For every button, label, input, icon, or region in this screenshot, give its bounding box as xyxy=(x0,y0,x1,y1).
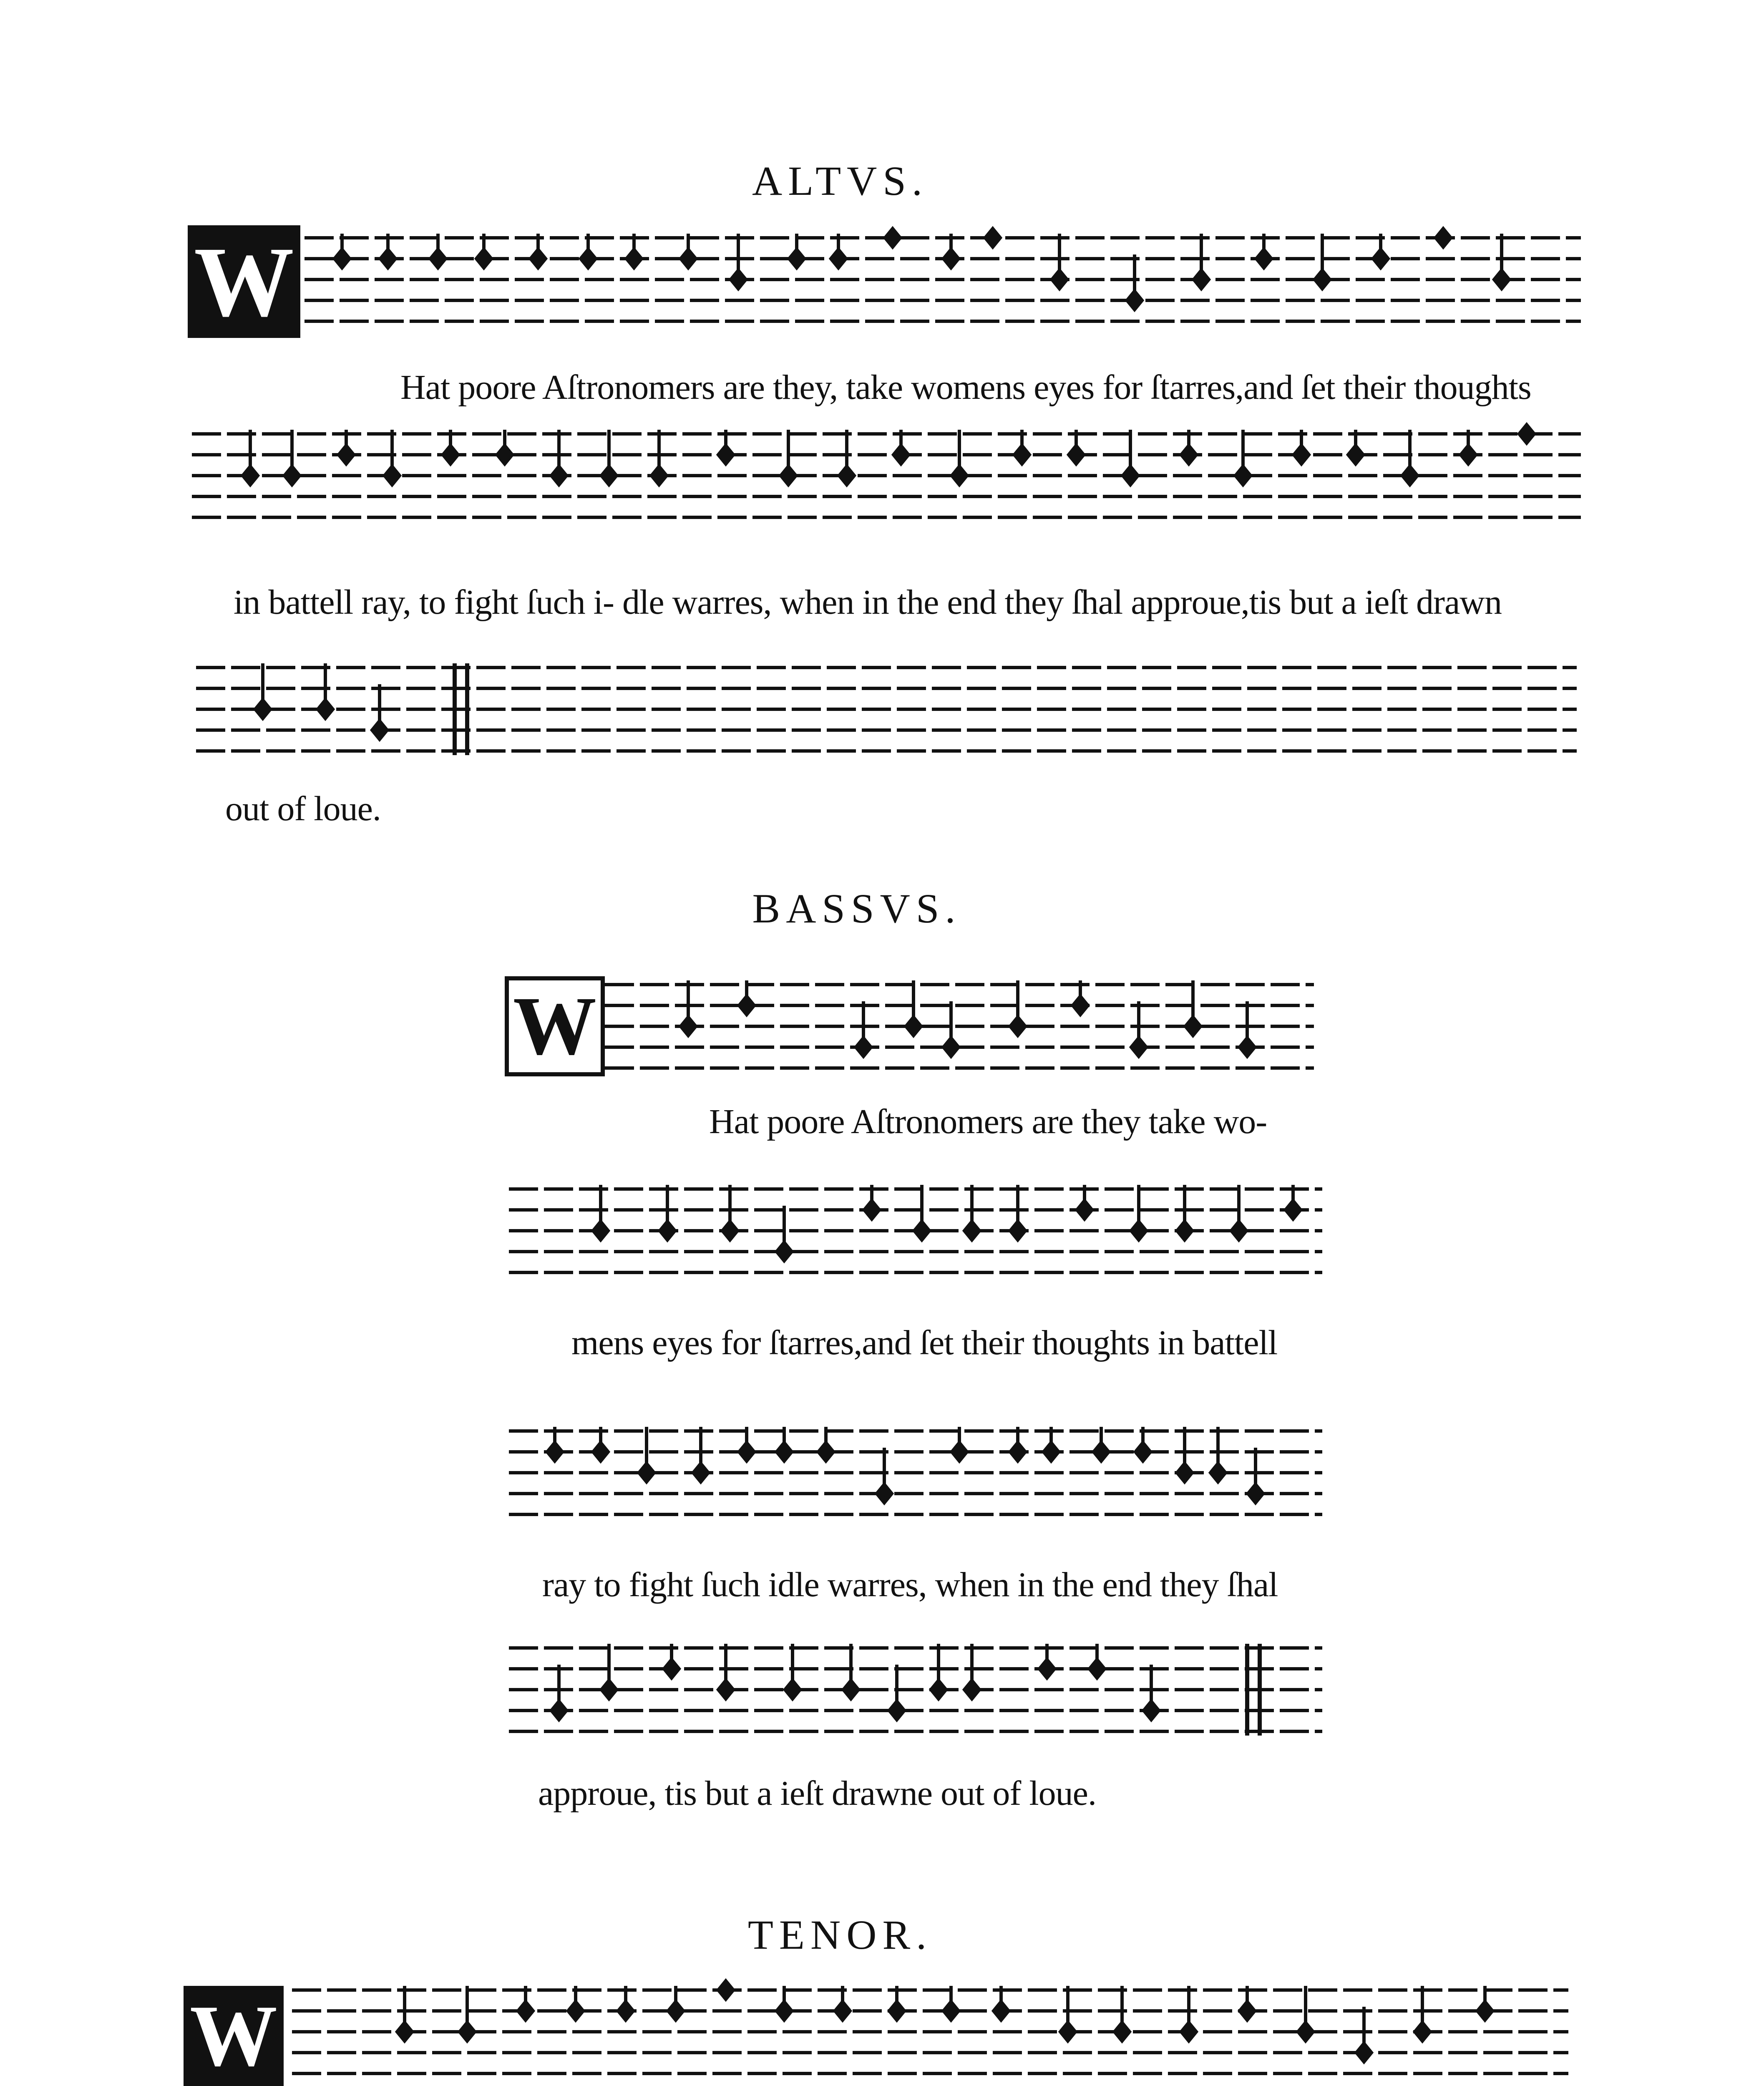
note-head xyxy=(1240,2002,1255,2020)
note-head xyxy=(1123,466,1138,485)
note-head xyxy=(339,446,354,464)
note-head xyxy=(1402,466,1417,485)
note-head xyxy=(1185,1017,1200,1035)
note-head xyxy=(1177,1464,1192,1482)
note-head xyxy=(380,249,395,268)
note-head xyxy=(1256,249,1271,268)
note-head xyxy=(335,249,350,268)
note-head xyxy=(1231,1222,1246,1240)
note-head xyxy=(1115,2023,1130,2041)
note-head xyxy=(739,1443,754,1461)
lyric-bassus-1: Hat poore Aſtronomers are they take wo- xyxy=(709,1102,1267,1141)
note-head xyxy=(1094,1443,1109,1461)
lyric-bassus-3: ray to fight ſuch idle warres, when in the end they ſhal xyxy=(542,1565,1278,1604)
note-head xyxy=(856,1038,871,1056)
note-head xyxy=(1014,446,1029,464)
note-head xyxy=(1315,270,1330,289)
staff-lines xyxy=(605,980,1314,1076)
note-head xyxy=(731,270,746,289)
note-head xyxy=(1144,1701,1159,1720)
note-head xyxy=(1194,270,1209,289)
note-head xyxy=(1052,270,1067,289)
lyric-altus-2: in battell ray, to fight ſuch i- dle warres, when in the end they ſhal approue,tis but a ieſt drawn xyxy=(234,583,1502,622)
decorated-initial-bassus: W xyxy=(505,976,605,1076)
note-head xyxy=(1010,1017,1025,1035)
note-head xyxy=(843,1680,858,1699)
lyric-altus-3: out of loue. xyxy=(225,789,381,828)
staff-lines xyxy=(292,1986,1568,2082)
note-head xyxy=(1127,291,1142,310)
note-head xyxy=(818,1443,833,1461)
note-head xyxy=(1477,2002,1492,2020)
staff-altus-1 xyxy=(304,234,1581,330)
staff-lines xyxy=(509,1185,1322,1281)
note-head xyxy=(835,2002,850,2020)
note-head xyxy=(1010,1443,1025,1461)
note-head xyxy=(831,249,846,268)
note-head xyxy=(893,446,908,464)
note-head xyxy=(952,1443,967,1461)
note-head xyxy=(1461,446,1476,464)
note-head xyxy=(601,1680,617,1699)
note-head xyxy=(777,1242,792,1261)
note-head xyxy=(693,1464,708,1482)
note-head xyxy=(1131,1222,1146,1240)
note-head xyxy=(681,249,696,268)
note-head xyxy=(1039,1660,1054,1678)
note-group xyxy=(547,1427,1263,1503)
note-head xyxy=(777,2002,792,2020)
note-head xyxy=(476,249,491,268)
note-head xyxy=(944,1038,959,1056)
note-head xyxy=(284,466,299,485)
voice-title-bassus: BASSVS. xyxy=(752,885,961,932)
note-head xyxy=(952,466,967,485)
note-head xyxy=(568,2002,583,2020)
note-head xyxy=(1373,249,1388,268)
note-head xyxy=(652,466,667,485)
note-head xyxy=(243,466,258,485)
note-head xyxy=(718,446,733,464)
staff-bassus-4 xyxy=(509,1644,1322,1740)
note-group xyxy=(397,1981,1492,2062)
note-head xyxy=(1069,446,1084,464)
note-head xyxy=(531,249,546,268)
note-head xyxy=(789,249,804,268)
note-head xyxy=(668,2002,683,2020)
note-head xyxy=(964,1680,979,1699)
note-head xyxy=(994,2002,1009,2020)
note-group xyxy=(593,1185,1301,1261)
note-head xyxy=(785,1680,800,1699)
staff-lines xyxy=(192,430,1581,526)
note-head xyxy=(889,1701,904,1720)
note-head xyxy=(1348,446,1363,464)
note-head xyxy=(864,1201,879,1219)
staff-tenor-1 xyxy=(292,1986,1568,2082)
note-head xyxy=(1181,2023,1196,2041)
note-head xyxy=(1135,1443,1150,1461)
note-head xyxy=(964,1222,979,1240)
note-head xyxy=(877,1484,892,1503)
note-head xyxy=(660,1222,675,1240)
note-head xyxy=(518,2002,533,2020)
decorated-initial-tenor: W xyxy=(184,1986,284,2086)
note-head xyxy=(1131,1038,1146,1056)
note-group xyxy=(255,663,387,739)
note-head xyxy=(739,996,754,1015)
note-head xyxy=(1060,2023,1075,2041)
note-head xyxy=(430,249,445,268)
note-head xyxy=(664,1660,679,1678)
note-head xyxy=(1177,1222,1192,1240)
note-head xyxy=(639,1464,654,1482)
note-head xyxy=(1298,2023,1313,2041)
staff-bassus-1 xyxy=(605,980,1314,1076)
note-head xyxy=(681,1017,696,1035)
note-head xyxy=(318,700,333,718)
note-head xyxy=(1294,446,1309,464)
note-head xyxy=(906,1017,921,1035)
staff-altus-3 xyxy=(196,663,1577,759)
note-head xyxy=(255,700,270,718)
staff-lines xyxy=(196,663,1577,759)
note-head xyxy=(397,2023,412,2041)
staff-bassus-2 xyxy=(509,1185,1322,1281)
voice-title-altus: ALTVS. xyxy=(752,158,929,204)
staff-bassus-3 xyxy=(509,1427,1322,1523)
lyric-bassus-2: mens eyes for ſtarres,and ſet their thoughts in battell xyxy=(571,1323,1278,1362)
decorated-initial-altus: W xyxy=(188,225,300,338)
note-head xyxy=(372,721,387,739)
note-head xyxy=(1240,1038,1255,1056)
note-head xyxy=(1090,1660,1105,1678)
note-head xyxy=(944,249,959,268)
note-head xyxy=(1286,1201,1301,1219)
note-head xyxy=(777,1443,792,1461)
note-head xyxy=(718,1680,733,1699)
note-head xyxy=(944,2002,959,2020)
note-head xyxy=(1181,446,1196,464)
staff-lines xyxy=(509,1427,1322,1523)
note-head xyxy=(618,2002,633,2020)
staff-lines xyxy=(509,1644,1322,1740)
note-group xyxy=(681,980,1255,1056)
note-head xyxy=(460,2023,475,2041)
staff-lines xyxy=(304,234,1581,330)
note-head xyxy=(551,466,566,485)
note-group xyxy=(551,1644,1159,1720)
note-head xyxy=(1248,1484,1263,1503)
note-head xyxy=(1077,1201,1092,1219)
note-head xyxy=(781,466,796,485)
note-head xyxy=(1356,2043,1371,2062)
note-head xyxy=(1415,2023,1430,2041)
staff-altus-2 xyxy=(192,430,1581,526)
note-head xyxy=(385,466,400,485)
note-head xyxy=(1073,996,1088,1015)
note-head xyxy=(1210,1464,1225,1482)
lyric-altus-1: Hat poore Aſtronomers are they, take womens eyes for ſtarres,and ſet their thoughts xyxy=(400,368,1531,407)
note-head xyxy=(627,249,642,268)
note-head xyxy=(1010,1222,1025,1240)
note-head xyxy=(1044,1443,1059,1461)
note-head xyxy=(593,1443,608,1461)
note-head xyxy=(1236,466,1251,485)
note-head xyxy=(931,1680,946,1699)
note-head xyxy=(551,1701,566,1720)
note-group xyxy=(335,229,1509,310)
note-head xyxy=(722,1222,737,1240)
lyric-bassus-4: approue, tis but a ieſt drawne out of loue. xyxy=(538,1774,1096,1813)
note-head xyxy=(601,466,617,485)
note-head xyxy=(889,2002,904,2020)
note-head xyxy=(581,249,596,268)
note-head xyxy=(443,446,458,464)
note-head xyxy=(497,446,512,464)
note-head xyxy=(1494,270,1509,289)
note-head xyxy=(547,1443,562,1461)
voice-title-tenor: TENOR. xyxy=(747,1912,933,1958)
note-head xyxy=(914,1222,929,1240)
note-head xyxy=(593,1222,608,1240)
note-head xyxy=(839,466,854,485)
